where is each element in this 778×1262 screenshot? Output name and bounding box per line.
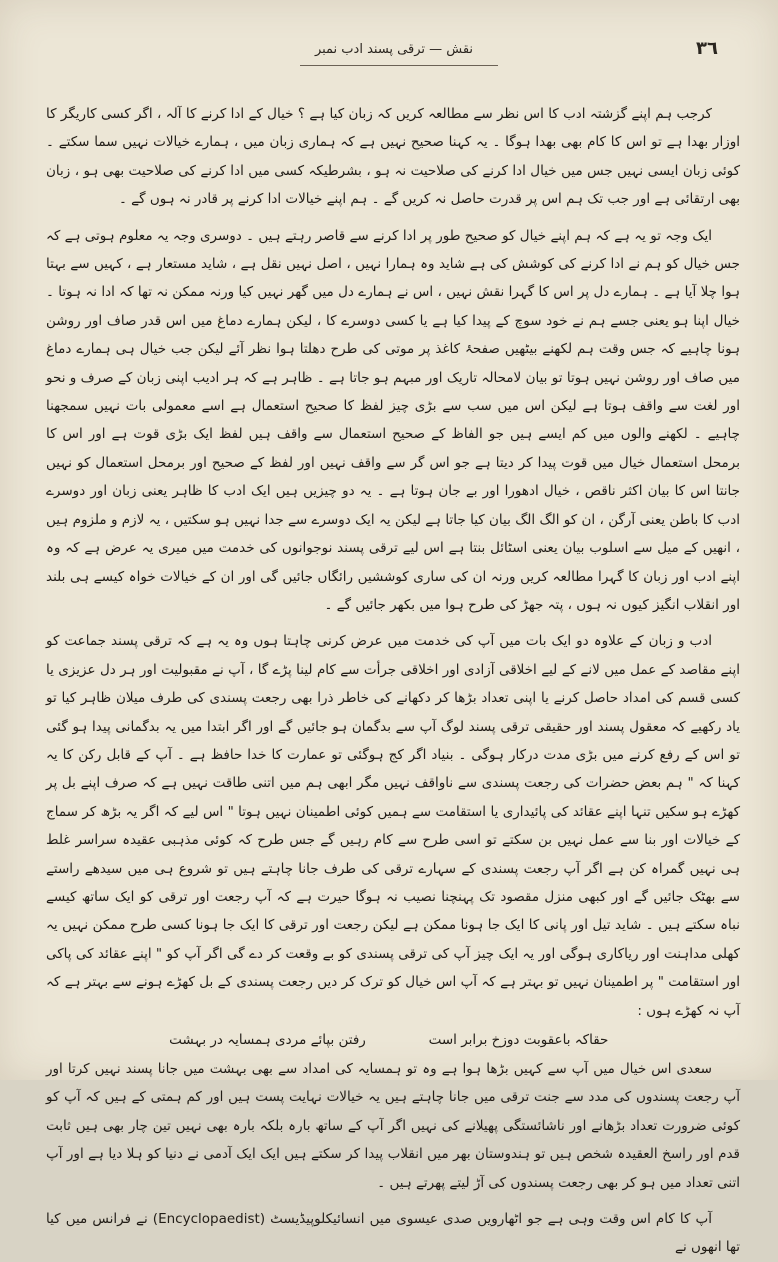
header-rule [300, 65, 498, 66]
paragraph: آپ کا کام اس وقت وہی ہے جو اٹھارویں صدی عیسوی میں انسائیکلوپیڈیسٹ (Encyclopaedist) نے فرانس میں کیا تھا انھوں نے [46, 1211, 740, 1256]
page-header [70, 38, 718, 72]
persian-verse [46, 1025, 740, 1055]
running-title: نقش — ترقی پسند ادب نمبر [314, 42, 474, 57]
page-number: ٣٦ [696, 38, 718, 59]
paragraph: سعدی اس خیال میں آپ سے کہیں بڑھا ہوا ہے وہ تو ہمسایہ کی امداد سے بھی بہشت میں جانا پسند نہیں کرتا اور آپ رجعت پسندوں کی مدد سے جنت ترقی میں جانا چاہتے ہیں یہ خیالات نہایت پست ہیں اور کم ہمتی کے ہیں کہ آپ کو کوئی ضرورت تعداد بڑھانے اور ناشائستگی پھیلانے کی نہیں اگر آپ کے ساتھ بارہ بلکہ بارہ بھی نہیں تین چار بھی ہیں ثابت قدم اور راسخ العقیدہ شخص ہیں تو ہندوستان بھر میں انقلاب پیدا کر سکتے ہیں ایک ایک آدمی نے دنیا کو ہلا دیا ہے اور آپ اتنی تعداد میں ہو کر بھی رجعت پسندوں کی آڑ لیتے پھرتے ہیں ۔ [46, 1061, 740, 1191]
verse-hemistich-left: رفتن بپائے مردی ہمسایہ در بہشت [169, 1032, 366, 1048]
paragraph: ایک وجہ تو یہ ہے کہ ہم اپنے خیال کو صحیح طور پر ادا کرنے سے قاصر رہتے ہیں ۔ دوسری وجہ یہ معلوم ہوتی ہے کہ جس خیال کو ہم نے ادا کرنے کی کوشش کی ہے شاید وہ ہمارا نہیں ، اصل نہیں نقل ہے ، شاید مستعار ہے ، کہیں سے بہتا ہوا چلا آیا ہے ۔ ہمارے دل پر اس کا گہرا نقش نہیں ، اس نے ہمارے دل میں گھر نہیں کیا ورنہ ممکن نہ تھا کہ ادا نہ ہوتا ۔ خیال اپنا ہو یعنی جسے ہم نے خود سوچ کے پیدا کیا ہے یا کسی دوسرے کا ، لیکن ہمارے دماغ میں اس قدر صاف اور روشن ہونا چاہیے کہ جس وقت ہم لکھنے بیٹھیں صفحۂ کاغذ پر موتی کی طرح دھلتا ہوا نظر آئے لیکن جب خیال ہی ہمارے دماغ میں صاف اور روشن نہیں ہوتا تو بیان لامحالہ تاریک اور مبہم ہو جاتا ہے ۔ ظاہر ہے کہ ہر ادیب اپنی زبان کے صرف و نحو اور لغت سے واقف ہوتا ہے لیکن اس میں سب سے بڑی چیز لفظ کا صحیح استعمال ہے اسے معمولی بات نہیں سمجھنا چاہیے ۔ لکھنے والوں میں کم ایسے ہیں جو الفاظ کے صحیح استعمال سے واقف ہیں لفظ ایک بڑی قوت ہے اور اس کا برمحل استعمال خیال میں قوت پیدا کر دیتا ہے جو اس گر سے واقف نہیں اور لفظ کے صحیح اور برمحل استعمال کو نہیں جانتا اس کا بیان اکثر ناقص ، خیال ادھورا اور بے جان ہوتا ہے ۔ یہ دو چیزیں ہیں ایک ادب کا ظاہر یعنی زبان اور دوسرے ادب کا باطن یعنی آرگن ، ان کو الگ الگ بیان کیا جاتا ہے لیکن یہ ایک دوسرے سے جدا نہیں ہو سکتیں ، یہ لازم و ملزوم ہیں ، انھیں کے میل سے اسلوب بیان یعنی اسٹائل بنتا ہے اس لیے ترقی پسند نوجوانوں کی خدمت میں میری یہ عرض ہے کہ وہ اپنے ادب اور زبان کا گہرا مطالعہ کریں ورنہ ان کی ساری کوششیں رائگاں جائیں گی اور ان کے خیالات خواہ کیسے ہی بلند اور انقلاب انگیز کیوں نہ ہوں ، پتہ جھڑ کی طرح ہوا میں بکھر جائیں گے ۔ [46, 227, 740, 613]
verse-hemistich-right: حقاکہ باعقوبت دوزخ برابر است [428, 1032, 609, 1048]
paragraph: ادب و زبان کے علاوہ دو ایک بات میں آپ کی خدمت میں عرض کرنی چاہتا ہوں وہ یہ ہے کہ ترقی پسند جماعت کو اپنے مقاصد کے عمل میں لانے کے لیے اخلاقی آزادی اور اخلاقی جرأت سے کام لینا پڑے گا ، آپ نے مقبولیت اور ہر دل عزیزی یا کسی قسم کی امداد حاصل کرنے یا اپنی تعداد بڑھا کر دکھانے کی خاطر ذرا بھی رجعت پسندی کی طرف میلان ظاہر کیا تو یاد رکھیے کہ معقول پسند اور حقیقی ترقی پسند لوگ آپ سے بدگمان ہو جائیں گے اور اگر ابتدا میں یہ بدگمانی پیدا ہو گئی تو اس کے رفع کرنے میں بڑی مدت درکار ہوگی ۔ بنیاد اگر کج ہوگئی تو عمارت کا خدا حافظ ہے ۔ آپ کے قابل رکن کا یہ کہنا کہ " ہم بعض حضرات کی رجعت پسندی سے ناواقف نہیں مگر ابھی ہم میں اتنی طاقت نہیں ہے کہ صرف اپنے بل پر کھڑے ہو سکیں تنہا اپنے عقائد کی پائیداری یا استقامت سے ہمیں کوئی اطمینان نہیں ہوتا " اس لیے کہ اگر یہ بڑھ کر سماج کے خیالات اور بنا سے عمل نہیں بن سکتے تو اسی طرح سے کام رہیں گے جس طرح کہ کوئی مذہبی عقیدہ سراسر غلط ہی نہیں گمراہ کن ہے اگر آپ رجعت پسندی کے سہارے ترقی کی طرف جانا چاہتے ہیں تو شروع ہی میں سیدھے راستے سے بھٹک جائیں گے اور کبھی منزل مقصود تک پہنچنا نصیب نہ ہوگا حیرت ہے کہ آپ رجعت اور ترقی کو ایک ساتھ کیسے نباہ سکتے ہیں ۔ شاید تیل اور پانی کا ایک جا ہونا ممکن ہے لیکن رجعت اور ترقی کا ایک جا ہونا کسی طرح ممکن نہیں یہ کھلی مداہنت اور ریاکاری ہوگی اور یہ ایک چیز آپ کی ترقی پسندی کو بے وقعت کر دے گی اگر آپ کو " اپنے عقائد کی پاکی اور استقامت " پر اطمینان نہیں تو بہتر ہے کہ آپ اس خیال کو ترک کر دیں رجعت پسندی کے بل کھڑے ہونے سے بہتر ہے کہ آپ نہ کھڑے ہوں : [46, 633, 740, 1019]
page-body [46, 100, 740, 1256]
paragraph: کرجب ہم اپنے گزشتہ ادب کا اس نظر سے مطالعہ کریں کہ زبان کیا ہے ؟ خیال کے ادا کرنے کا آلہ ، اگر کسی کاریگر کا اوزار بھدا ہے تو اس کا کام بھی بھدا ہوگا ۔ یہ کہنا صحیح نہیں ہے کہ ہماری زبان میں ، ہمارے خیالات نہیں سما سکتے ۔ کوئی زبان ایسی نہیں جس میں خیال ادا کرنے کی صلاحیت نہ ہو ، بشرطیکہ کسی میں ادا کرنے کی صلاحیت بھی ہو ، زبان بھی ارتقائی ہے اور جب تک ہم اس پر قدرت حاصل نہ کریں گے ۔ ہم اپنے خیالات ادا کرنے پر قادر نہ ہوں گے ۔ [46, 106, 740, 208]
